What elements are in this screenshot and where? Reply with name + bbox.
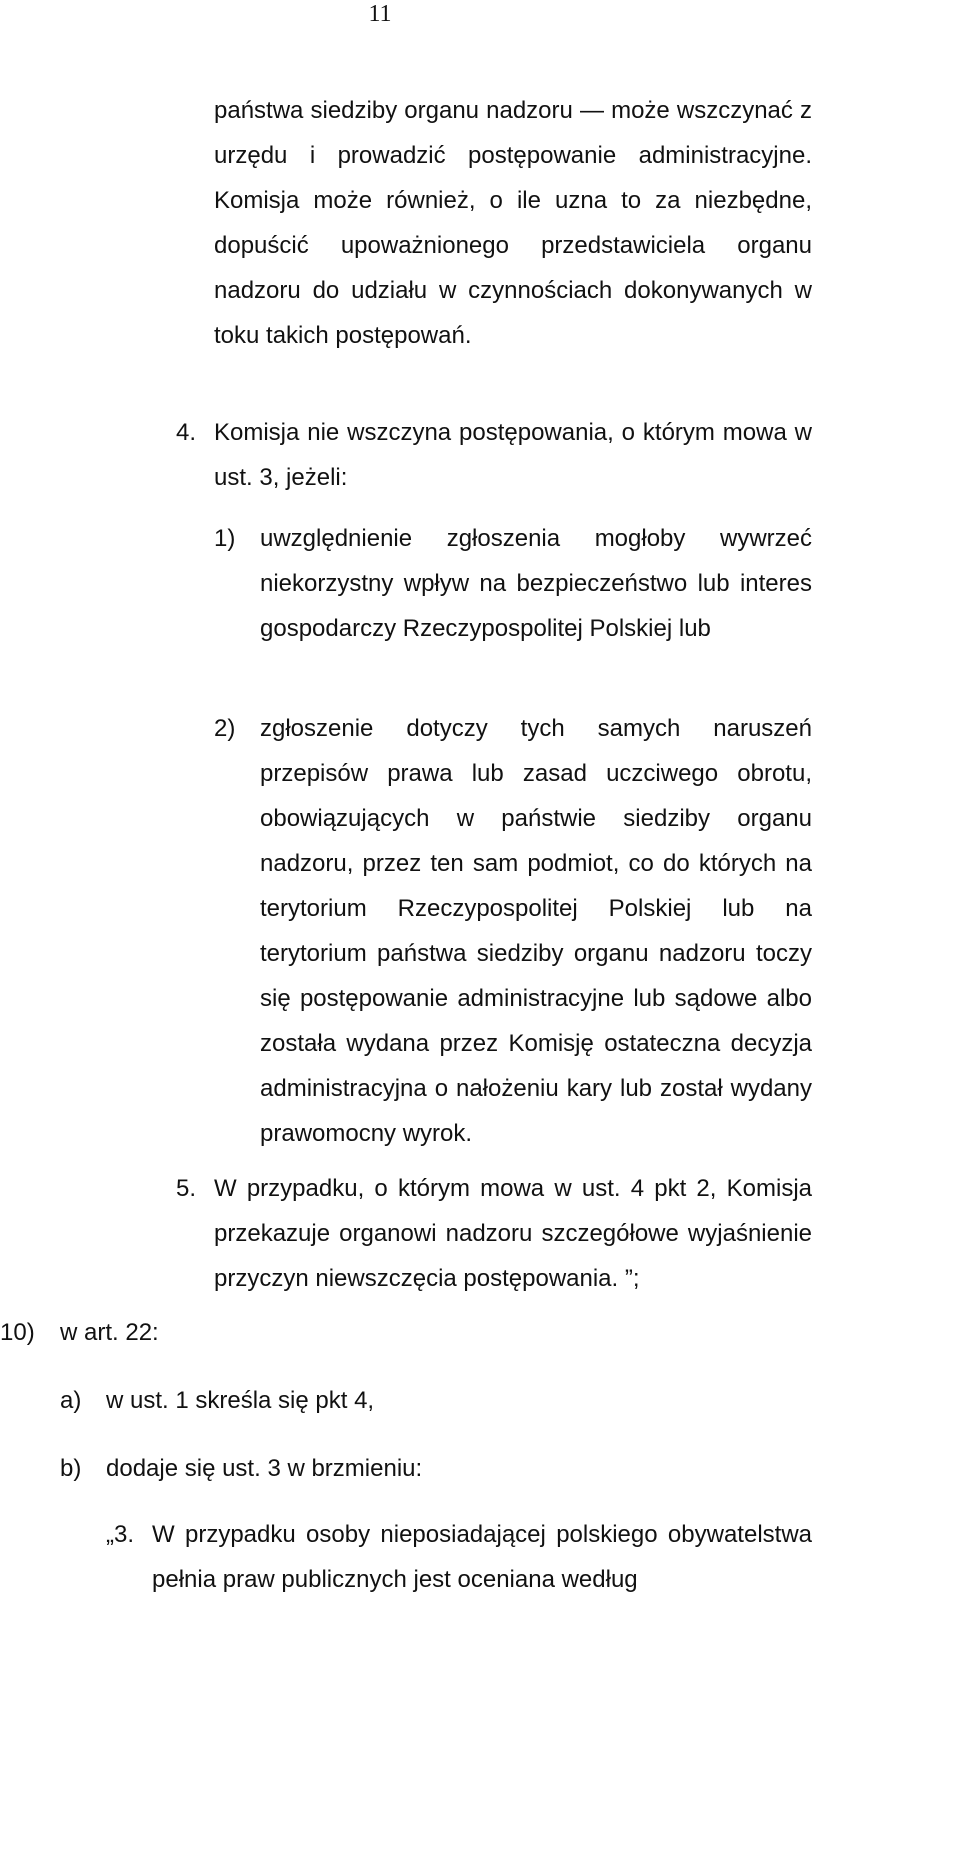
- continuation-paragraph: państwa siedziby organu nadzoru — może wszczynać z urzędu i prowadzić postępowanie administracyjne. Komisja może również, o ile uzna to za niezbędne, dopuścić upoważnionego przedstawiciela organu nadzoru do udziału w czynnościach dokonywanych w toku takich postępowań.: [214, 97, 812, 349]
- point-2-text: zgłoszenie dotyczy tych samych naruszeń przepisów prawa lub zasad uczciwego obrotu, obowiązujących w państwie siedziby organu nadzoru, przez ten sam podmiot, co do których na terytorium Rzeczypospolitej Polskiej lub na terytorium państwa siedziby organu nadzoru toczy się postępowanie administracyjne lub sądowe albo została wydana przez Komisję ostateczna decyzja administracyjna o nałożeniu kary lub został wydany prawomocny wyrok.: [260, 715, 812, 1147]
- point-1-text: uwzględnienie zgłoszenia mogłoby wywrzeć niekorzystny wpływ na bezpieczeństwo lub interes gospodarczy Rzeczypospolitej Polskiej lub: [260, 525, 812, 642]
- point-2-number: 2): [214, 715, 236, 742]
- quoted-paragraph-text: W przypadku osoby nieposiadającej polskiego obywatelstwa pełnia praw publicznych jest oceniana według: [152, 1521, 812, 1593]
- quoted-paragraph-number: „3.: [106, 1521, 135, 1548]
- amendment-item-a-text: w ust. 1 skreśla się pkt 4,: [106, 1387, 375, 1414]
- page-number: 11: [368, 1, 392, 27]
- amendment-item-a-letter: a): [60, 1387, 82, 1414]
- amendment-item-b-text: dodaje się ust. 3 w brzmieniu:: [106, 1455, 423, 1482]
- point-1-number: 1): [214, 525, 236, 552]
- paragraph-5-number: 5.: [176, 1175, 197, 1202]
- paragraph-5-text: W przypadku, o którym mowa w ust. 4 pkt 2, Komisja przekazuje organowi nadzoru szczegółowe wyjaśnienie przyczyn niewszczęcia postępowania. ”;: [214, 1175, 812, 1292]
- amendment-10-number: 10): [0, 1319, 35, 1346]
- paragraph-4-text: Komisja nie wszczyna postępowania, o którym mowa w ust. 3, jeżeli:: [214, 419, 812, 491]
- amendment-item-b-letter: b): [60, 1455, 82, 1482]
- amendment-10-text: w art. 22:: [60, 1319, 159, 1346]
- paragraph-4-number: 4.: [176, 419, 197, 446]
